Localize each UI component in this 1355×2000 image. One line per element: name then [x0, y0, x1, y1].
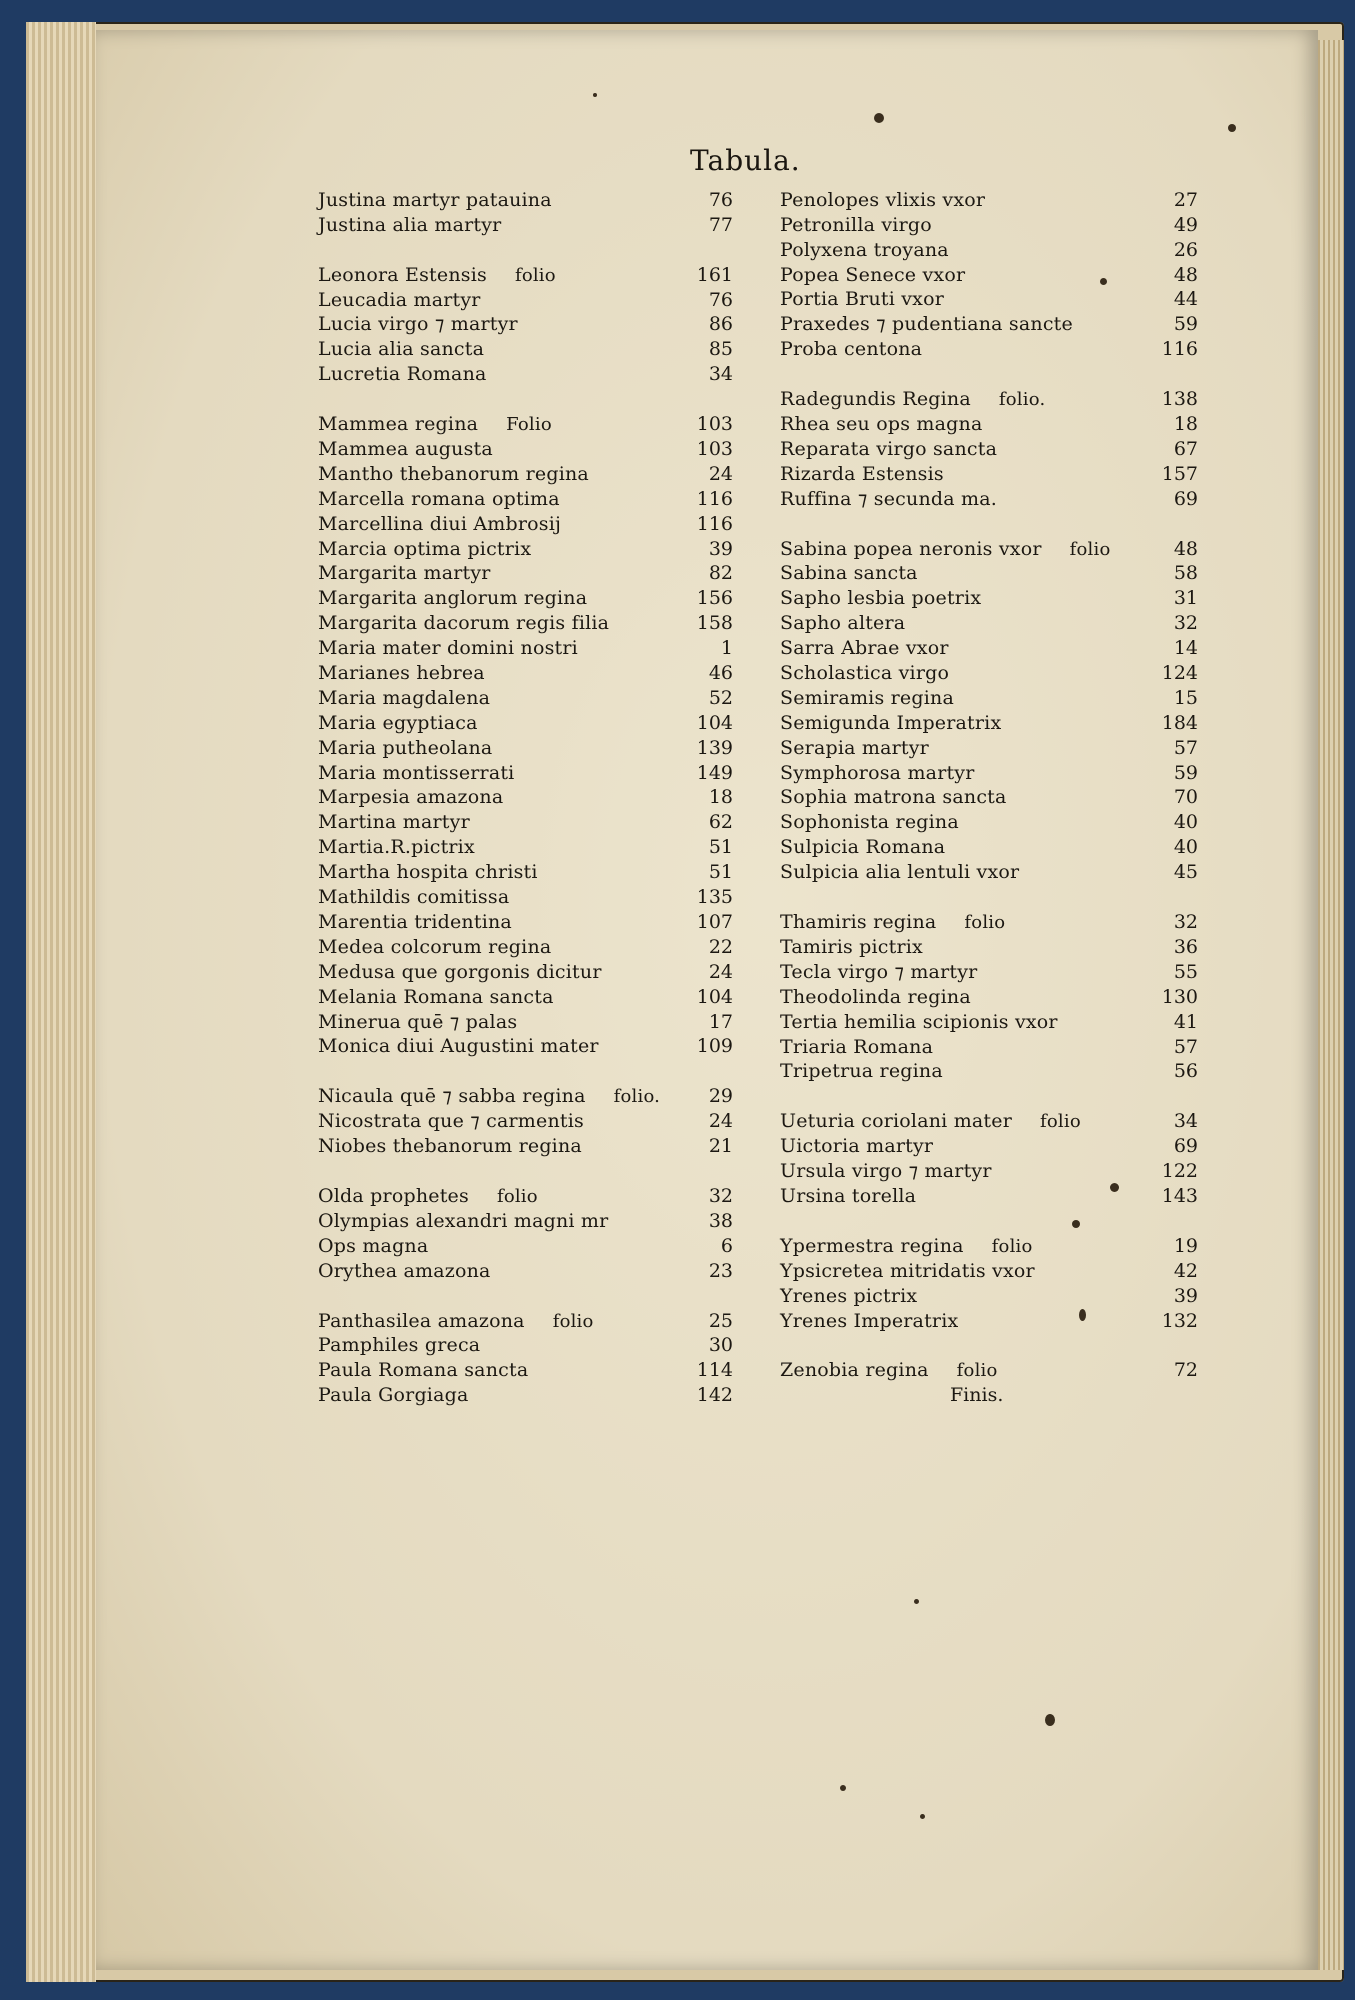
entry-name: Tecla virgo ⁊ martyr — [780, 960, 978, 983]
folio-label: folio — [514, 264, 556, 286]
folio-label: folio. — [998, 389, 1046, 411]
index-entry — [318, 211, 733, 236]
section-gap — [780, 1207, 1198, 1232]
entry-page-number: 103 — [696, 438, 733, 461]
entry-page-number: 122 — [1161, 1160, 1198, 1183]
index-entry — [780, 1282, 1198, 1307]
index-entry — [318, 659, 733, 684]
entry-page-number: 85 — [708, 338, 733, 361]
entry-page-number: 76 — [708, 288, 733, 311]
index-entry — [318, 435, 733, 460]
entry-page-number: 104 — [696, 711, 733, 734]
index-entry — [780, 784, 1198, 809]
entry-name: Maria mater domini nostri — [318, 637, 578, 660]
index-entry — [318, 983, 733, 1008]
entry-name: Sophonista regina — [780, 811, 959, 834]
entry-page-number: 157 — [1161, 462, 1198, 485]
index-entry — [318, 1381, 733, 1406]
entry-page-number: 156 — [696, 587, 733, 610]
entry-page-number: 104 — [696, 985, 733, 1008]
entry-name: Ypermestra regina folio — [780, 1234, 1033, 1257]
index-entry — [780, 1232, 1198, 1257]
entry-name: Marpesia amazona — [318, 786, 504, 809]
page-title: Tabula. — [690, 144, 801, 177]
entry-name: Serapia martyr — [780, 736, 929, 759]
entry-page-number: 67 — [1173, 437, 1198, 460]
entry-page-number: 57 — [1173, 1035, 1198, 1058]
index-entry — [780, 933, 1198, 958]
entry-page-number: 39 — [1173, 1284, 1198, 1307]
entry-name: Sapho altera — [780, 612, 906, 635]
index-entry — [318, 908, 733, 933]
entry-page-number: 69 — [1173, 487, 1198, 510]
entry-name: Maria montisserrati — [318, 761, 515, 784]
entry-page-number: 149 — [696, 761, 733, 784]
entry-page-number: 32 — [1173, 911, 1198, 934]
entry-name: Nicaula quē ⁊ sabba regina folio. — [318, 1085, 661, 1108]
index-entry — [780, 236, 1198, 261]
entry-name: Theodolinda regina — [780, 985, 971, 1008]
index-entry — [318, 1107, 733, 1132]
entry-name: Symphorosa martyr — [780, 761, 975, 784]
index-entry — [318, 609, 733, 634]
entry-page-number: 15 — [1173, 686, 1198, 709]
entry-name: Medea colcorum regina — [318, 935, 552, 958]
entry-name: Marcella romana optima — [318, 487, 560, 510]
entry-page-number: 138 — [1161, 388, 1198, 411]
entry-name: Monica diui Augustini mater — [318, 1035, 599, 1058]
entry-page-number: 6 — [720, 1234, 733, 1257]
entry-name: Margarita dacorum regis filia — [318, 612, 610, 635]
entry-page-number: 143 — [1161, 1184, 1198, 1207]
entry-page-number: 19 — [1173, 1234, 1198, 1257]
index-entry — [318, 460, 733, 485]
entry-name: Martia.R.pictrix — [318, 836, 475, 859]
entry-page-number: 59 — [1173, 761, 1198, 784]
entry-name: Pamphiles greca — [318, 1334, 481, 1357]
entry-name: Scholastica virgo — [780, 662, 950, 685]
index-entry — [780, 310, 1198, 335]
entry-page-number: 116 — [696, 487, 733, 510]
entry-name: Maria putheolana — [318, 736, 493, 759]
entry-name: Rizarda Estensis — [780, 462, 944, 485]
index-entry — [780, 908, 1198, 933]
index-entry — [318, 360, 733, 385]
entry-page-number: 130 — [1161, 985, 1198, 1008]
entry-page-number: 48 — [1173, 263, 1198, 286]
entry-name: Semigunda Imperatrix — [780, 711, 1002, 734]
entry-page-number: 34 — [1173, 1110, 1198, 1133]
entry-page-number: 52 — [708, 686, 733, 709]
entry-name: Sulpicia alia lentuli vxor — [780, 861, 1020, 884]
entry-page-number: 27 — [1173, 188, 1198, 211]
entry-name: Rhea seu ops magna — [780, 413, 983, 436]
entry-name: Mammea regina Folio — [318, 413, 552, 436]
index-entry — [318, 1232, 733, 1257]
ink-spot — [1228, 124, 1236, 132]
index-entry — [318, 709, 733, 734]
entry-page-number: 116 — [1161, 338, 1198, 361]
finis-label: Finis. — [950, 1384, 1004, 1406]
entry-page-number: 82 — [708, 562, 733, 585]
ink-spot — [840, 1785, 846, 1791]
section-gap — [780, 883, 1198, 908]
section-gap — [318, 1282, 733, 1307]
entry-name: Nicostrata que ⁊ carmentis — [318, 1110, 584, 1133]
entry-page-number: 34 — [708, 363, 733, 386]
index-entry — [780, 535, 1198, 560]
index-entry — [318, 933, 733, 958]
entry-name: Mathildis comitissa — [318, 886, 510, 909]
index-entry — [318, 1207, 733, 1232]
index-entry — [780, 709, 1198, 734]
entry-name: Martina martyr — [318, 811, 470, 834]
entry-name: Justina alia martyr — [318, 213, 502, 236]
entry-page-number: 24 — [708, 462, 733, 485]
index-entry — [318, 634, 733, 659]
ink-spot — [914, 1599, 919, 1604]
folio-label: folio — [956, 1360, 998, 1382]
index-entry — [318, 410, 733, 435]
index-entry — [780, 186, 1198, 211]
index-entry — [318, 560, 733, 585]
index-entry — [780, 983, 1198, 1008]
page-edges-right — [1318, 40, 1344, 1970]
entry-page-number: 1 — [720, 637, 733, 660]
index-entry — [780, 734, 1198, 759]
entry-page-number: 69 — [1173, 1135, 1198, 1158]
index-entry — [780, 584, 1198, 609]
entry-name: Panthasilea amazona folio — [318, 1309, 594, 1332]
entry-name: Leucadia martyr — [318, 288, 481, 311]
entry-name: Sulpicia Romana — [780, 836, 946, 859]
index-entry — [318, 759, 733, 784]
index-entry — [780, 958, 1198, 983]
entry-name: Proba centona — [780, 338, 923, 361]
entry-page-number: 23 — [708, 1259, 733, 1282]
entry-name: Marcia optima pictrix — [318, 537, 532, 560]
index-entry — [780, 634, 1198, 659]
entry-page-number: 107 — [696, 910, 733, 933]
entry-name: Reparata virgo sancta — [780, 437, 998, 460]
entry-page-number: 51 — [708, 861, 733, 884]
entry-name: Mammea augusta — [318, 438, 493, 461]
index-entry — [318, 858, 733, 883]
index-entry — [780, 435, 1198, 460]
index-entry — [780, 858, 1198, 883]
entry-name: Minerua quē ⁊ palas — [318, 1010, 518, 1033]
entry-page-number: 86 — [708, 313, 733, 336]
section-gap — [780, 360, 1198, 385]
index-entry — [780, 1107, 1198, 1132]
entry-page-number: 55 — [1173, 960, 1198, 983]
index-entry — [318, 286, 733, 311]
index-entry — [780, 335, 1198, 360]
entry-page-number: 72 — [1173, 1359, 1198, 1382]
index-entry — [318, 1356, 733, 1381]
index-entry — [780, 485, 1198, 510]
entry-name: Triaria Romana — [780, 1035, 934, 1058]
ink-spot — [593, 93, 597, 97]
entry-page-number: 76 — [708, 188, 733, 211]
entry-page-number: 25 — [708, 1309, 733, 1332]
ink-spot — [1110, 1183, 1119, 1192]
entry-name: Ypsicretea mitridatis vxor — [780, 1259, 1035, 1282]
entry-name: Margarita martyr — [318, 562, 491, 585]
ink-spot — [920, 1814, 925, 1819]
entry-page-number: 29 — [708, 1085, 733, 1108]
index-entry — [780, 286, 1198, 311]
entry-name: Praxedes ⁊ pudentiana sancte — [780, 313, 1073, 336]
entry-page-number: 18 — [708, 786, 733, 809]
entry-name: Sophia matrona sancta — [780, 786, 1007, 809]
entry-page-number: 139 — [696, 736, 733, 759]
entry-name: Mantho thebanorum regina — [318, 462, 589, 485]
entry-name: Radegundis Regina folio. — [780, 388, 1046, 411]
entry-name: Marentia tridentina — [318, 910, 512, 933]
entry-name: Ruffina ⁊ secunda ma. — [780, 487, 997, 510]
entry-name: Paula Gorgiaga — [318, 1384, 469, 1407]
entry-page-number: 42 — [1173, 1259, 1198, 1282]
entry-name: Sabina sancta — [780, 562, 918, 585]
entry-name: Olympias alexandri magni mr — [318, 1209, 609, 1232]
ink-spot — [1079, 1309, 1086, 1321]
entry-name: Yrenes Imperatrix — [780, 1309, 959, 1332]
entry-name: Marcellina diui Ambrosij — [318, 512, 562, 535]
entry-name: Maria egyptiaca — [318, 711, 478, 734]
index-entry — [780, 1058, 1198, 1083]
index-entry — [318, 833, 733, 858]
entry-name: Polyxena troyana — [780, 238, 949, 261]
entry-page-number: 62 — [708, 811, 733, 834]
entry-page-number: 109 — [696, 1035, 733, 1058]
index-entry — [318, 485, 733, 510]
entry-name: Lucretia Romana — [318, 363, 487, 386]
folio-label: folio — [1069, 538, 1111, 560]
folio-label: folio — [964, 912, 1006, 934]
entry-name: Uictoria martyr — [780, 1135, 934, 1158]
entry-page-number: 57 — [1173, 736, 1198, 759]
index-entry — [318, 1257, 733, 1282]
entry-page-number: 38 — [708, 1209, 733, 1232]
entry-name: Portia Bruti vxor — [780, 288, 945, 311]
entry-name: Ursina torella — [780, 1184, 917, 1207]
entry-page-number: 135 — [696, 886, 733, 909]
entry-page-number: 31 — [1173, 587, 1198, 610]
entry-page-number: 18 — [1173, 413, 1198, 436]
entry-name: Ops magna — [318, 1234, 429, 1257]
entry-page-number: 103 — [696, 413, 733, 436]
index-entry — [318, 1332, 733, 1357]
entry-page-number: 17 — [708, 1010, 733, 1033]
index-entry — [780, 759, 1198, 784]
entry-name: Olda prophetes folio — [318, 1184, 538, 1207]
entry-page-number: 49 — [1173, 213, 1198, 236]
index-entry — [318, 1307, 733, 1332]
entry-name: Margarita anglorum regina — [318, 587, 588, 610]
folio-label: Folio — [506, 414, 552, 436]
entry-page-number: 32 — [1173, 612, 1198, 635]
index-entry — [780, 684, 1198, 709]
entry-page-number: 44 — [1173, 288, 1198, 311]
entry-name: Orythea amazona — [318, 1259, 491, 1282]
entry-page-number: 40 — [1173, 811, 1198, 834]
index-entry — [780, 460, 1198, 485]
entry-page-number: 21 — [708, 1135, 733, 1158]
entry-page-number: 116 — [696, 512, 733, 535]
entry-page-number: 114 — [696, 1359, 733, 1382]
entry-page-number: 58 — [1173, 562, 1198, 585]
index-entry — [318, 335, 733, 360]
entry-page-number: 36 — [1173, 935, 1198, 958]
index-entry — [780, 1033, 1198, 1058]
index-entry — [780, 1357, 1198, 1382]
folio-label: folio — [991, 1235, 1033, 1257]
entry-name: Lucia virgo ⁊ martyr — [318, 313, 518, 336]
entry-name: Martha hospita christi — [318, 861, 538, 884]
section-gap — [780, 1332, 1198, 1357]
entry-page-number: 46 — [708, 662, 733, 685]
entry-page-number: 24 — [708, 1110, 733, 1133]
entry-name: Ueturia coriolani mater folio — [780, 1110, 1081, 1133]
index-entry — [318, 1082, 733, 1107]
index-entry — [318, 808, 733, 833]
entry-page-number: 59 — [1173, 313, 1198, 336]
entry-page-number: 124 — [1161, 662, 1198, 685]
entry-name: Sarra Abrae vxor — [780, 637, 949, 660]
entry-page-number: 24 — [708, 960, 733, 983]
entry-page-number: 40 — [1173, 836, 1198, 859]
entry-page-number: 26 — [1173, 238, 1198, 261]
index-entry — [318, 1182, 733, 1207]
index-column-right — [780, 186, 1198, 1381]
entry-page-number: 30 — [708, 1334, 733, 1357]
index-entry — [318, 535, 733, 560]
section-gap — [318, 1057, 733, 1082]
entry-page-number: 39 — [708, 537, 733, 560]
entry-name: Leonora Estensis folio — [318, 263, 556, 286]
index-entry — [318, 311, 733, 336]
entry-page-number: 132 — [1161, 1309, 1198, 1332]
entry-name: Niobes thebanorum regina — [318, 1135, 582, 1158]
section-gap — [318, 385, 733, 410]
index-entry — [780, 808, 1198, 833]
index-column-left — [318, 186, 733, 1406]
index-entry — [318, 510, 733, 535]
entry-name: Zenobia regina folio — [780, 1359, 998, 1382]
entry-page-number: 51 — [708, 836, 733, 859]
index-entry — [780, 609, 1198, 634]
index-entry — [780, 833, 1198, 858]
entry-name: Melania Romana sancta — [318, 985, 554, 1008]
entry-page-number: 45 — [1173, 861, 1198, 884]
folio-label: folio — [1040, 1111, 1081, 1133]
ink-spot — [1072, 1220, 1080, 1228]
index-entry — [780, 1008, 1198, 1033]
entry-name: Marianes hebrea — [318, 662, 485, 685]
index-entry — [780, 1182, 1198, 1207]
index-entry — [780, 1132, 1198, 1157]
entry-page-number: 142 — [696, 1384, 733, 1407]
ink-spot — [1100, 278, 1107, 285]
entry-name: Tamiris pictrix — [780, 935, 923, 958]
entry-name: Yrenes pictrix — [780, 1284, 918, 1307]
entry-page-number: 70 — [1173, 786, 1198, 809]
folio-label: folio — [496, 1185, 538, 1207]
entry-name: Petronilla virgo — [780, 213, 932, 236]
index-entry — [318, 186, 733, 211]
entry-page-number: 22 — [708, 935, 733, 958]
index-entry — [318, 1132, 733, 1157]
entry-name: Semiramis regina — [780, 686, 954, 709]
section-gap — [780, 1082, 1198, 1107]
index-entry — [318, 261, 733, 286]
entry-name: Tertia hemilia scipionis vxor — [780, 1010, 1058, 1033]
entry-name: Popea Senece vxor — [780, 263, 966, 286]
index-entry — [318, 958, 733, 983]
folio-label: folio. — [613, 1086, 661, 1108]
entry-page-number: 48 — [1173, 537, 1198, 560]
index-entry — [780, 410, 1198, 435]
entry-page-number: 41 — [1173, 1010, 1198, 1033]
index-entry — [780, 1257, 1198, 1282]
index-entry — [780, 1157, 1198, 1182]
index-entry — [318, 883, 733, 908]
section-gap — [780, 510, 1198, 535]
index-entry — [318, 684, 733, 709]
entry-name: Tripetrua regina — [780, 1060, 943, 1083]
index-entry — [780, 1307, 1198, 1332]
ink-spot — [1045, 1714, 1055, 1726]
entry-page-number: 77 — [708, 213, 733, 236]
entry-page-number: 161 — [696, 263, 733, 286]
index-entry — [780, 261, 1198, 286]
section-gap — [318, 1157, 733, 1182]
index-entry — [318, 584, 733, 609]
index-entry — [780, 385, 1198, 410]
entry-page-number: 158 — [696, 612, 733, 635]
ink-spot — [874, 113, 884, 123]
index-entry — [780, 560, 1198, 585]
index-entry — [318, 1033, 733, 1058]
page-edges-left — [26, 22, 96, 1982]
entry-name: Thamiris regina folio — [780, 911, 1006, 934]
entry-page-number: 32 — [708, 1184, 733, 1207]
entry-name: Justina martyr patauina — [318, 188, 552, 211]
entry-name: Maria magdalena — [318, 686, 491, 709]
entry-name: Medusa que gorgonis dicitur — [318, 960, 602, 983]
index-entry — [780, 211, 1198, 236]
section-gap — [318, 236, 733, 261]
entry-page-number: 56 — [1173, 1060, 1198, 1083]
index-entry — [318, 734, 733, 759]
entry-name: Lucia alia sancta — [318, 338, 485, 361]
entry-name: Ursula virgo ⁊ martyr — [780, 1160, 992, 1183]
index-entry — [318, 1008, 733, 1033]
index-entry — [318, 784, 733, 809]
entry-name: Sapho lesbia poetrix — [780, 587, 982, 610]
entry-name: Penolopes vlixis vxor — [780, 188, 986, 211]
entry-name: Paula Romana sancta — [318, 1359, 529, 1382]
index-entry — [780, 659, 1198, 684]
entry-name: Sabina popea neronis vxor folio — [780, 537, 1111, 560]
entry-page-number: 14 — [1173, 637, 1198, 660]
folio-label: folio — [552, 1310, 594, 1332]
entry-page-number: 184 — [1161, 711, 1198, 734]
